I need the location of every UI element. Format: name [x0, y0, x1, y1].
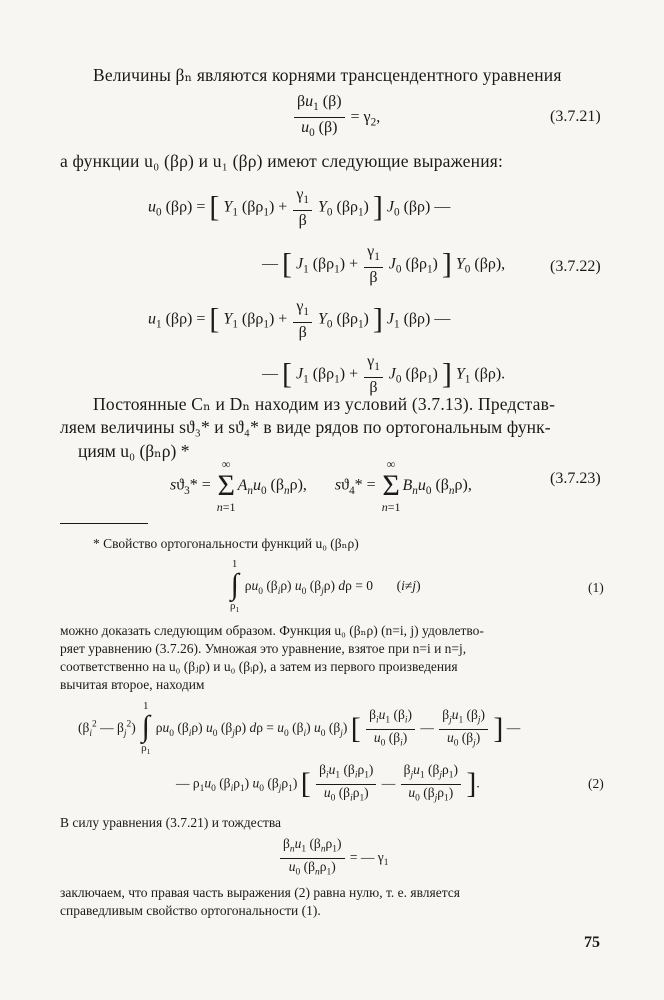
footnote-line-4: вычитая второе, находим — [60, 677, 205, 692]
footnote-intro: * Свойство ортогональности функций u₀ (βₙρ) — [93, 536, 359, 551]
footnote-line-7: справедливым свойство ортогональности (1). — [60, 903, 321, 918]
equation-3-7-22-line-4: — [ $J_1$ $(\beta\rho_1)$ + $\frac{\gamma_1}{\beta}$ $J_0$ $(\beta\rho_1)$ ] $Y_1$ (βρ). — [262, 353, 506, 397]
equation-3-7-23: $sϑ_3*$ = ∞ Σ $n=1A_nu_0$ $(\beta_n\rho)$, $sϑ_4*$ = ∞ Σ $n=1B_nu_0$ $(\beta_n\rho)$, — [170, 457, 472, 514]
equation-number-3-7-23: (3.7.23) — [550, 470, 601, 487]
paragraph-3-line-3: циям u₀ (βₙρ) * — [78, 441, 190, 461]
page-number: 75 — [584, 934, 600, 951]
equation-3-7-22-line-3: $u_1$ (βρ) = [ $Y_1$ $(\beta\rho_1)$ + $\frac{\gamma_1}{\beta}$ $Y_0$ $(\beta\rho_1)$ ] $J_1$ (βρ) — — [148, 298, 451, 342]
footnote-line-6: заключаем, что правая часть выражения (2) равна нулю, т. е. является — [60, 885, 460, 900]
equation-number-3-7-22: (3.7.22) — [550, 258, 601, 275]
footnote-equation-number-2: (2) — [588, 776, 604, 791]
footnote-line-5: В силу уравнения (3.7.21) и тождества — [60, 815, 282, 830]
paragraph-3-line-2: ляем величины sϑ₃* и sϑ₄* в виде рядов по ортогональным функ- — [60, 417, 551, 437]
footnote-rule — [60, 523, 148, 524]
paragraph-1: Величины βₙ являются корнями трансцендентного уравнения — [93, 65, 562, 85]
footnote-equation-number-1: (1) — [588, 580, 604, 595]
paragraph-3-line-1: Постоянные Cₙ и Dₙ находим из условий (3.7.13). Представ- — [93, 394, 556, 414]
equation-3-7-21: $\frac{\beta u_1 (\beta)}{u_0 (\beta)}$ = $\gamma_2$, — [292, 92, 380, 143]
equation-number-3-7-21: (3.7.21) — [550, 108, 601, 125]
footnote-line-3: соответственно на u₀ (βⱼρ) и u₀ (βᵢρ), а затем из первого произведения — [60, 659, 458, 674]
footnote-identity: $\frac{\beta_nu_1 (\beta_n\rho_1)}{u_0 (\beta_n\rho_1)}$ = — $\gamma_1$ — [278, 836, 388, 880]
footnote-equation-1: 1 ∫ $\rho_1$ $\rho u_0$ $(\beta_i\rho)$ $u_0$ $(\beta_j\rho) d\rho = 0$ (i≠j) — [230, 558, 421, 615]
footnote-equation-2-line-2: — $\rho_1u_0$ $(\beta_i\rho_1)$ $u_0$ $(\beta_j\rho_1)$ [ $\frac{\beta_iu_1 (\beta_i\rho_1)}{u_0 (\beta_i\rho_1)}$ — $\frac{\beta_ju_1 (\beta_j\rho_1)}{u_0 (\beta_j\rho_1)}$ ]. — [176, 762, 480, 804]
paragraph-2: а функции u₀ (βρ) и u₁ (βρ) имеют следующие выражения: — [60, 151, 504, 171]
footnote-equation-2-line-1: ($\beta_i^2$ — $\beta_j^2$) 1 ∫ $\rho_1$ $\rho u_0$ $(\beta_i\rho)$ $u_0$ $(\beta_j\rho) d\rho = u_0$ $(\beta_i)$ $u_0$ $(\beta_j)$ [ $\frac{\beta_iu_1 (\beta_i)}{u_0 (\beta_i)}$ — $\frac{\beta_ju_1 (\beta_j)}{u_0 (\beta_j)}$ ] — — [78, 700, 521, 757]
equation-3-7-22-line-1: $u_0$ (βρ) = [ $Y_1$ $(\beta\rho_1)$ + $\frac{\gamma_1}{\beta}$ $Y_0$ $(\beta\rho_1)$ ] $J_0$ (βρ) — — [148, 186, 451, 230]
footnote-line-1: можно доказать следующим образом. Функция u₀ (βₙρ) (n=i, j) удовлетво- — [60, 623, 484, 638]
footnote-line-2: ряет уравнению (3.7.26). Умножая это уравнение, взятое при n=i и n=j, — [60, 641, 467, 656]
equation-3-7-22-line-2: — [ $J_1$ $(\beta\rho_1)$ + $\frac{\gamma_1}{\beta}$ $J_0$ $(\beta\rho_1)$ ] $Y_0$ (βρ), — [262, 243, 506, 287]
